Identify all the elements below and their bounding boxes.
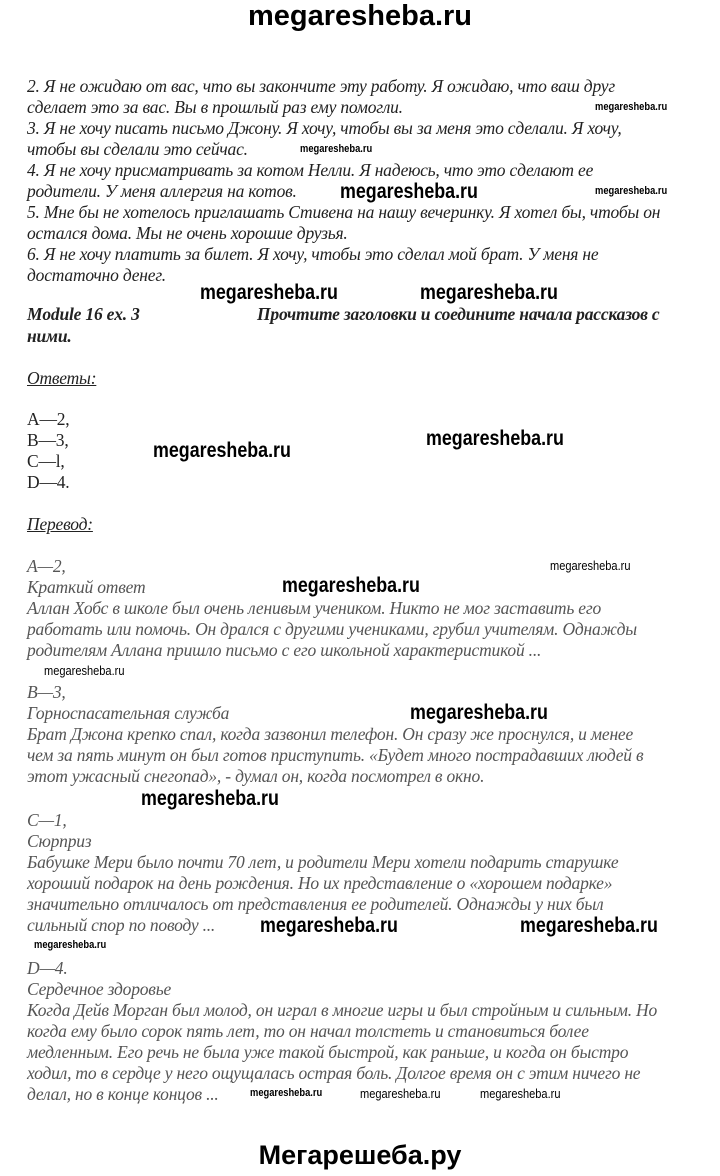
story-line: Брат Джона крепко спал, когда зазвонил телефон. Он сразу же проснулся, и менее bbox=[27, 724, 634, 744]
text-line: 3. Я не хочу писать письмо Джону. Я хочу, чтобы вы за меня это сделали. Я хочу, bbox=[27, 118, 622, 138]
story-line: ходил, то в сердце у него ощущалась острая боль. Долгое время он с этим ничего не bbox=[27, 1063, 641, 1083]
text-line: достаточно денег. bbox=[27, 265, 166, 285]
text-line: 6. Я не хочу платить за билет. Я хочу, чтобы это сделал мой брат. У меня не bbox=[27, 244, 599, 264]
answer-item: A—2, bbox=[27, 409, 70, 429]
answer-item: C—l, bbox=[27, 451, 65, 471]
watermark: megaresheba.ru bbox=[250, 1087, 323, 1099]
watermark: megaresheba.ru bbox=[34, 939, 107, 951]
text-line: 2. Я не ожидаю от вас, что вы закончите эту работу. Я ожидаю, что ваш друг bbox=[27, 76, 615, 96]
watermark: megaresheba.ru bbox=[360, 1086, 441, 1101]
story-title: Сюрприз bbox=[27, 831, 92, 851]
story-title: Горноспасательная служба bbox=[27, 703, 230, 723]
story-line: родителям Аллана пришло письмо с его школьной характеристикой ... bbox=[27, 640, 542, 660]
story-line: сильный спор по поводу ... bbox=[27, 915, 216, 935]
module-label: Module 16 ex. 3 bbox=[27, 304, 140, 324]
story-line: значительно отличалось от представления ее родителей. Однажды у них был bbox=[27, 894, 604, 914]
story-key: B—3, bbox=[27, 682, 66, 702]
story-line: Когда Дейв Морган был молод, он играл в многие игры и был стройным и сильным. Но bbox=[27, 1000, 658, 1020]
watermark: megaresheba.ru bbox=[410, 701, 548, 724]
watermark: megaresheba.ru bbox=[282, 574, 420, 597]
watermark: megaresheba.ru bbox=[44, 663, 125, 678]
answers-heading: Ответы: bbox=[27, 368, 97, 388]
story-line: хороший подарок на день рождения. Но их представление о «хорошем подарке» bbox=[27, 873, 613, 893]
watermark: megaresheba.ru bbox=[595, 185, 668, 197]
story-key: A—2, bbox=[27, 556, 66, 576]
site-header: megaresheba.ru bbox=[247, 0, 473, 32]
watermark: megaresheba.ru bbox=[300, 143, 373, 155]
watermark: megaresheba.ru bbox=[426, 427, 564, 450]
text-line: чтобы вы сделали это сейчас. bbox=[27, 139, 248, 159]
translation-heading: Перевод: bbox=[27, 514, 93, 534]
text-line: родители. У меня аллергия на котов. bbox=[27, 181, 297, 201]
story-line: Аллан Хобс в школе был очень ленивым учеником. Никто не мог заставить его bbox=[27, 598, 602, 618]
watermark: megaresheba.ru bbox=[595, 101, 668, 113]
text-line: сделает это за вас. Вы в прошлый раз ему помогли. bbox=[27, 97, 403, 117]
story-line: этот ужасный снегопад», - думал он, когда посмотрел в окно. bbox=[27, 766, 485, 786]
story-title: Краткий ответ bbox=[27, 577, 146, 597]
task-instruction-cont: ними. bbox=[27, 326, 72, 346]
watermark: megaresheba.ru bbox=[200, 281, 338, 304]
story-key: C—1, bbox=[27, 810, 67, 830]
site-footer: Мегарешеба.ру bbox=[258, 1140, 462, 1170]
text-line: 5. Мне бы не хотелось приглашать Стивена на нашу вечеринку. Я хотел бы, чтобы он bbox=[27, 202, 661, 222]
watermark: megaresheba.ru bbox=[340, 180, 478, 203]
story-line: Бабушке Мери было почти 70 лет, и родители Мери хотели подарить старушке bbox=[27, 852, 619, 872]
story-line: чем за пять минут он был готов приступить. «Будет много пострадавших людей в bbox=[27, 745, 644, 765]
story-line: делал, но в конце концов ... bbox=[27, 1084, 219, 1104]
story-line: работать или помочь. Он дрался с другими учениками, грубил учителям. Однажды bbox=[27, 619, 637, 639]
story-line: медленным. Его речь не была уже такой быстрой, как раньше, и когда он быстро bbox=[27, 1042, 629, 1062]
watermark: megaresheba.ru bbox=[260, 914, 398, 937]
task-instruction: Прочтите заголовки и соедините начала рассказов с bbox=[257, 304, 660, 324]
text-line: 4. Я не хочу присматривать за котом Нелли. Я надеюсь, что это сделают ее bbox=[27, 160, 594, 180]
watermark: megaresheba.ru bbox=[420, 281, 558, 304]
watermark: megaresheba.ru bbox=[550, 558, 631, 573]
watermark: megaresheba.ru bbox=[153, 439, 291, 462]
story-line: когда ему было сорок пять лет, то он начал толстеть и становиться более bbox=[27, 1021, 589, 1041]
watermark: megaresheba.ru bbox=[480, 1086, 561, 1101]
answer-item: B—3, bbox=[27, 430, 69, 450]
watermark: megaresheba.ru bbox=[520, 914, 658, 937]
text-line: остался дома. Мы не очень хорошие друзья. bbox=[27, 223, 348, 243]
answer-item: D—4. bbox=[27, 472, 70, 492]
story-key: D—4. bbox=[27, 958, 68, 978]
story-title: Сердечное здоровье bbox=[27, 979, 172, 999]
watermark: megaresheba.ru bbox=[141, 787, 279, 810]
